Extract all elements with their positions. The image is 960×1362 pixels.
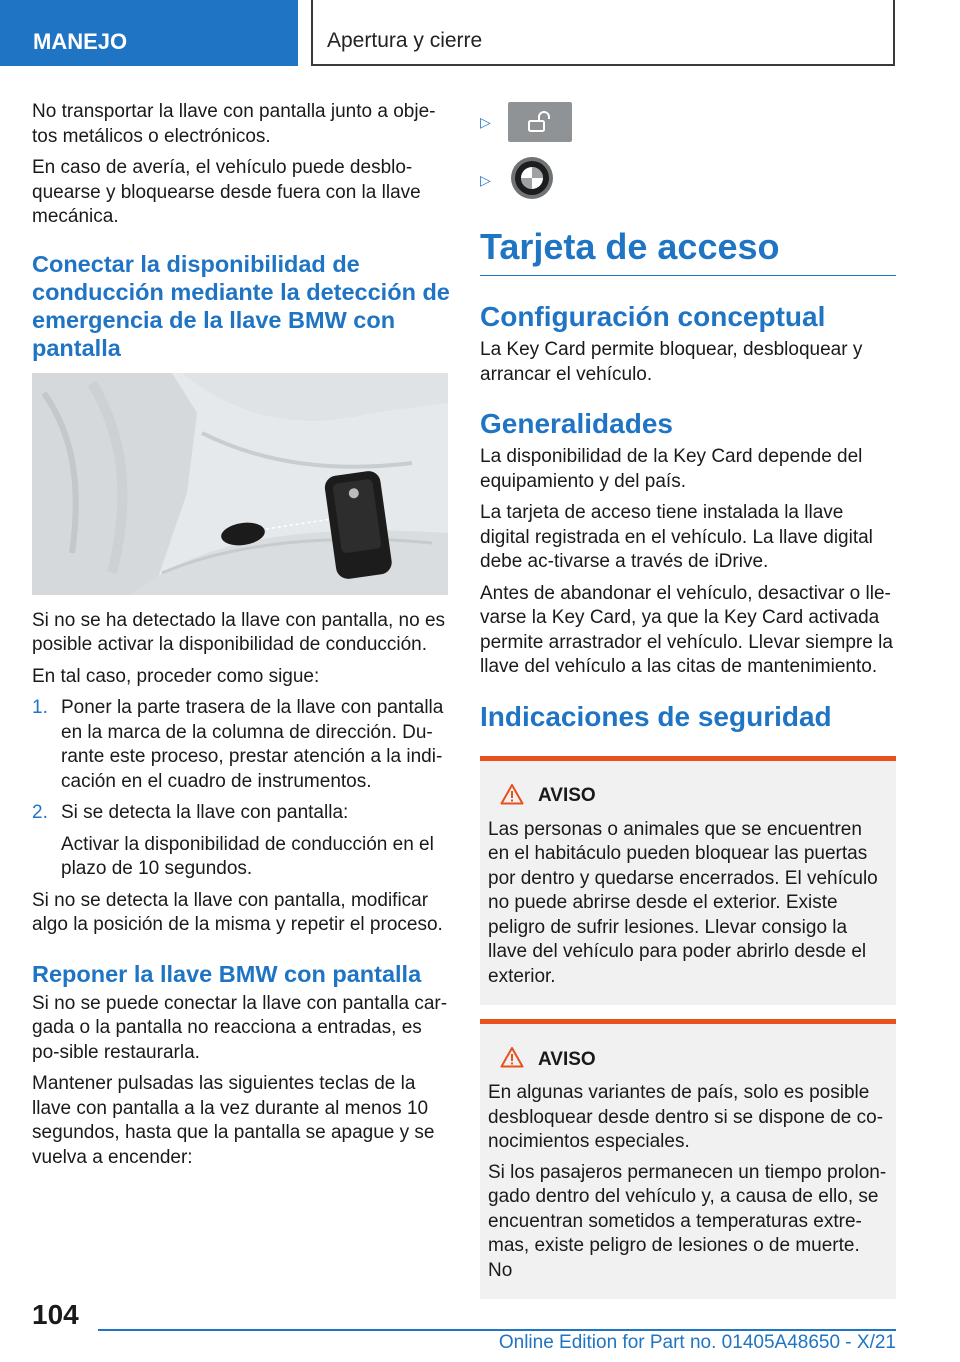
footer-edition: Online Edition for Part no. 01405A48650 - X/21: [498, 1332, 896, 1353]
paragraph: La Key Card permite bloquear, desbloquear y arrancar el vehículo.: [480, 339, 863, 385]
bmw-logo-icon: [510, 156, 554, 205]
warning-triangle-icon: [500, 1046, 524, 1073]
bullet-triangle-icon: ▷: [480, 113, 491, 130]
warning-text: Las personas o animales que se encuentren en el habitáculo pueden bloquear las puertas por dentro y quedarse encerrados. El vehículo no puede abrirse desde el exterior. Existe peligro de sufrir lesiones. Llevar consigo la llave del vehículo para poder abrirlo desde el exterior.: [488, 818, 878, 987]
warning-box: [480, 1019, 896, 1299]
warning-title: AVISO: [538, 1048, 596, 1070]
section-tab: MANEJO: [0, 0, 298, 66]
warning-header: [488, 1046, 888, 1073]
heading-connect: Conectar la disponibilidad de conducción mediante la detección de emergencia de la llave BMW con pantalla: [32, 250, 450, 361]
paragraph: Mantener pulsadas las siguientes teclas de la llave con pantalla a la vez durante al menos 10 segundos, hasta que la pantalla se apague y se vuelva a encender:: [32, 1073, 435, 1168]
list-item: [480, 153, 896, 207]
paragraph: No transportar la llave con pantalla junto a obje‐tos metálicos o electrónicos.: [32, 101, 436, 147]
step-text: Poner la parte trasera de la llave con pantalla en la marca de la columna de dirección. Du‐rante este proceso, prestar atención a la indi‐cación en el cuadro de instrumentos.: [61, 697, 444, 792]
paragraph: La tarjeta de acceso tiene instalada la llave digital registrada en el vehículo. La llave digital debe ac‐tivarse a través de iDrive.: [480, 502, 873, 572]
warning-title: AVISO: [538, 785, 596, 806]
chapter-heading: Tarjeta de acceso: [480, 225, 896, 276]
warning-box: [480, 756, 896, 1006]
step-number: 1.: [32, 697, 48, 718]
steering-column-key-illustration: [32, 373, 448, 595]
warning-triangle-icon: [500, 783, 524, 810]
paragraph: En tal caso, proceder como sigue:: [32, 665, 320, 687]
steering-column-illustration-svg: [32, 373, 448, 595]
section-heading-safety: Indicaciones de seguridad: [480, 700, 832, 732]
paragraph: Si no se ha detectado la llave con pantalla, no es posible activar la disponibilidad de conducción.: [32, 609, 446, 655]
footer-divider: [98, 1329, 896, 1331]
list-item: [480, 95, 896, 149]
paragraph: La disponibilidad de la Key Card depende del equipamiento y del país.: [480, 446, 863, 492]
paragraph: Antes de abandonar el vehículo, desactivar o lle‐varse la Key Card, ya que la Key Card activada permite arrastrador el vehículo. Llevar siempre la llave del vehículo a las citas de mantenimiento.: [480, 582, 893, 677]
warning-header: [488, 783, 888, 810]
list-item: [32, 696, 450, 794]
step-text: Si se detecta la llave con pantalla:: [61, 802, 349, 823]
heading-reset: Reponer la llave BMW con pantalla: [32, 960, 422, 987]
unlock-button-icon: [508, 102, 572, 142]
section-heading-general: Generalidades: [480, 408, 673, 439]
paragraph: Si no se detecta la llave con pantalla, modificar algo la posición de la misma y repetir el proceso.: [32, 889, 443, 935]
step-subtext: Activar la disponibilidad de conducción en el plazo de 10 segundos.: [61, 833, 434, 879]
step-number: 2.: [32, 802, 48, 823]
left-column: [32, 100, 450, 1177]
page-header: [0, 0, 960, 66]
paragraph: Si no se puede conectar la llave con pantalla car‐gada o la pantalla no reacciona a entradas, es po‐sible restaurarla.: [32, 992, 448, 1063]
paragraph: En caso de avería, el vehículo puede desblo‐quearse y bloquearse desde fuera con la llave mecánica.: [32, 157, 421, 227]
right-column: [480, 100, 896, 1299]
chapter-title-box: Apertura y cierre: [311, 0, 895, 66]
section-heading-concept: Configuración conceptual: [480, 301, 826, 332]
page-number: 104: [32, 1299, 79, 1330]
list-item: [32, 801, 450, 882]
steps-list: [32, 696, 450, 882]
bullet-triangle-icon: ▷: [480, 171, 491, 188]
warning-text: Si los pasajeros permanecen un tiempo prolon‐gado dentro del vehículo y, a causa de ello, se encuentran sometidos a temperaturas extre‐mas, existe peligro de lesiones o de muerte. No: [488, 1161, 887, 1281]
warning-text: En algunas variantes de país, solo es posible desbloquear desde dentro si se dispone de co‐nocimientos especiales.: [488, 1082, 884, 1152]
